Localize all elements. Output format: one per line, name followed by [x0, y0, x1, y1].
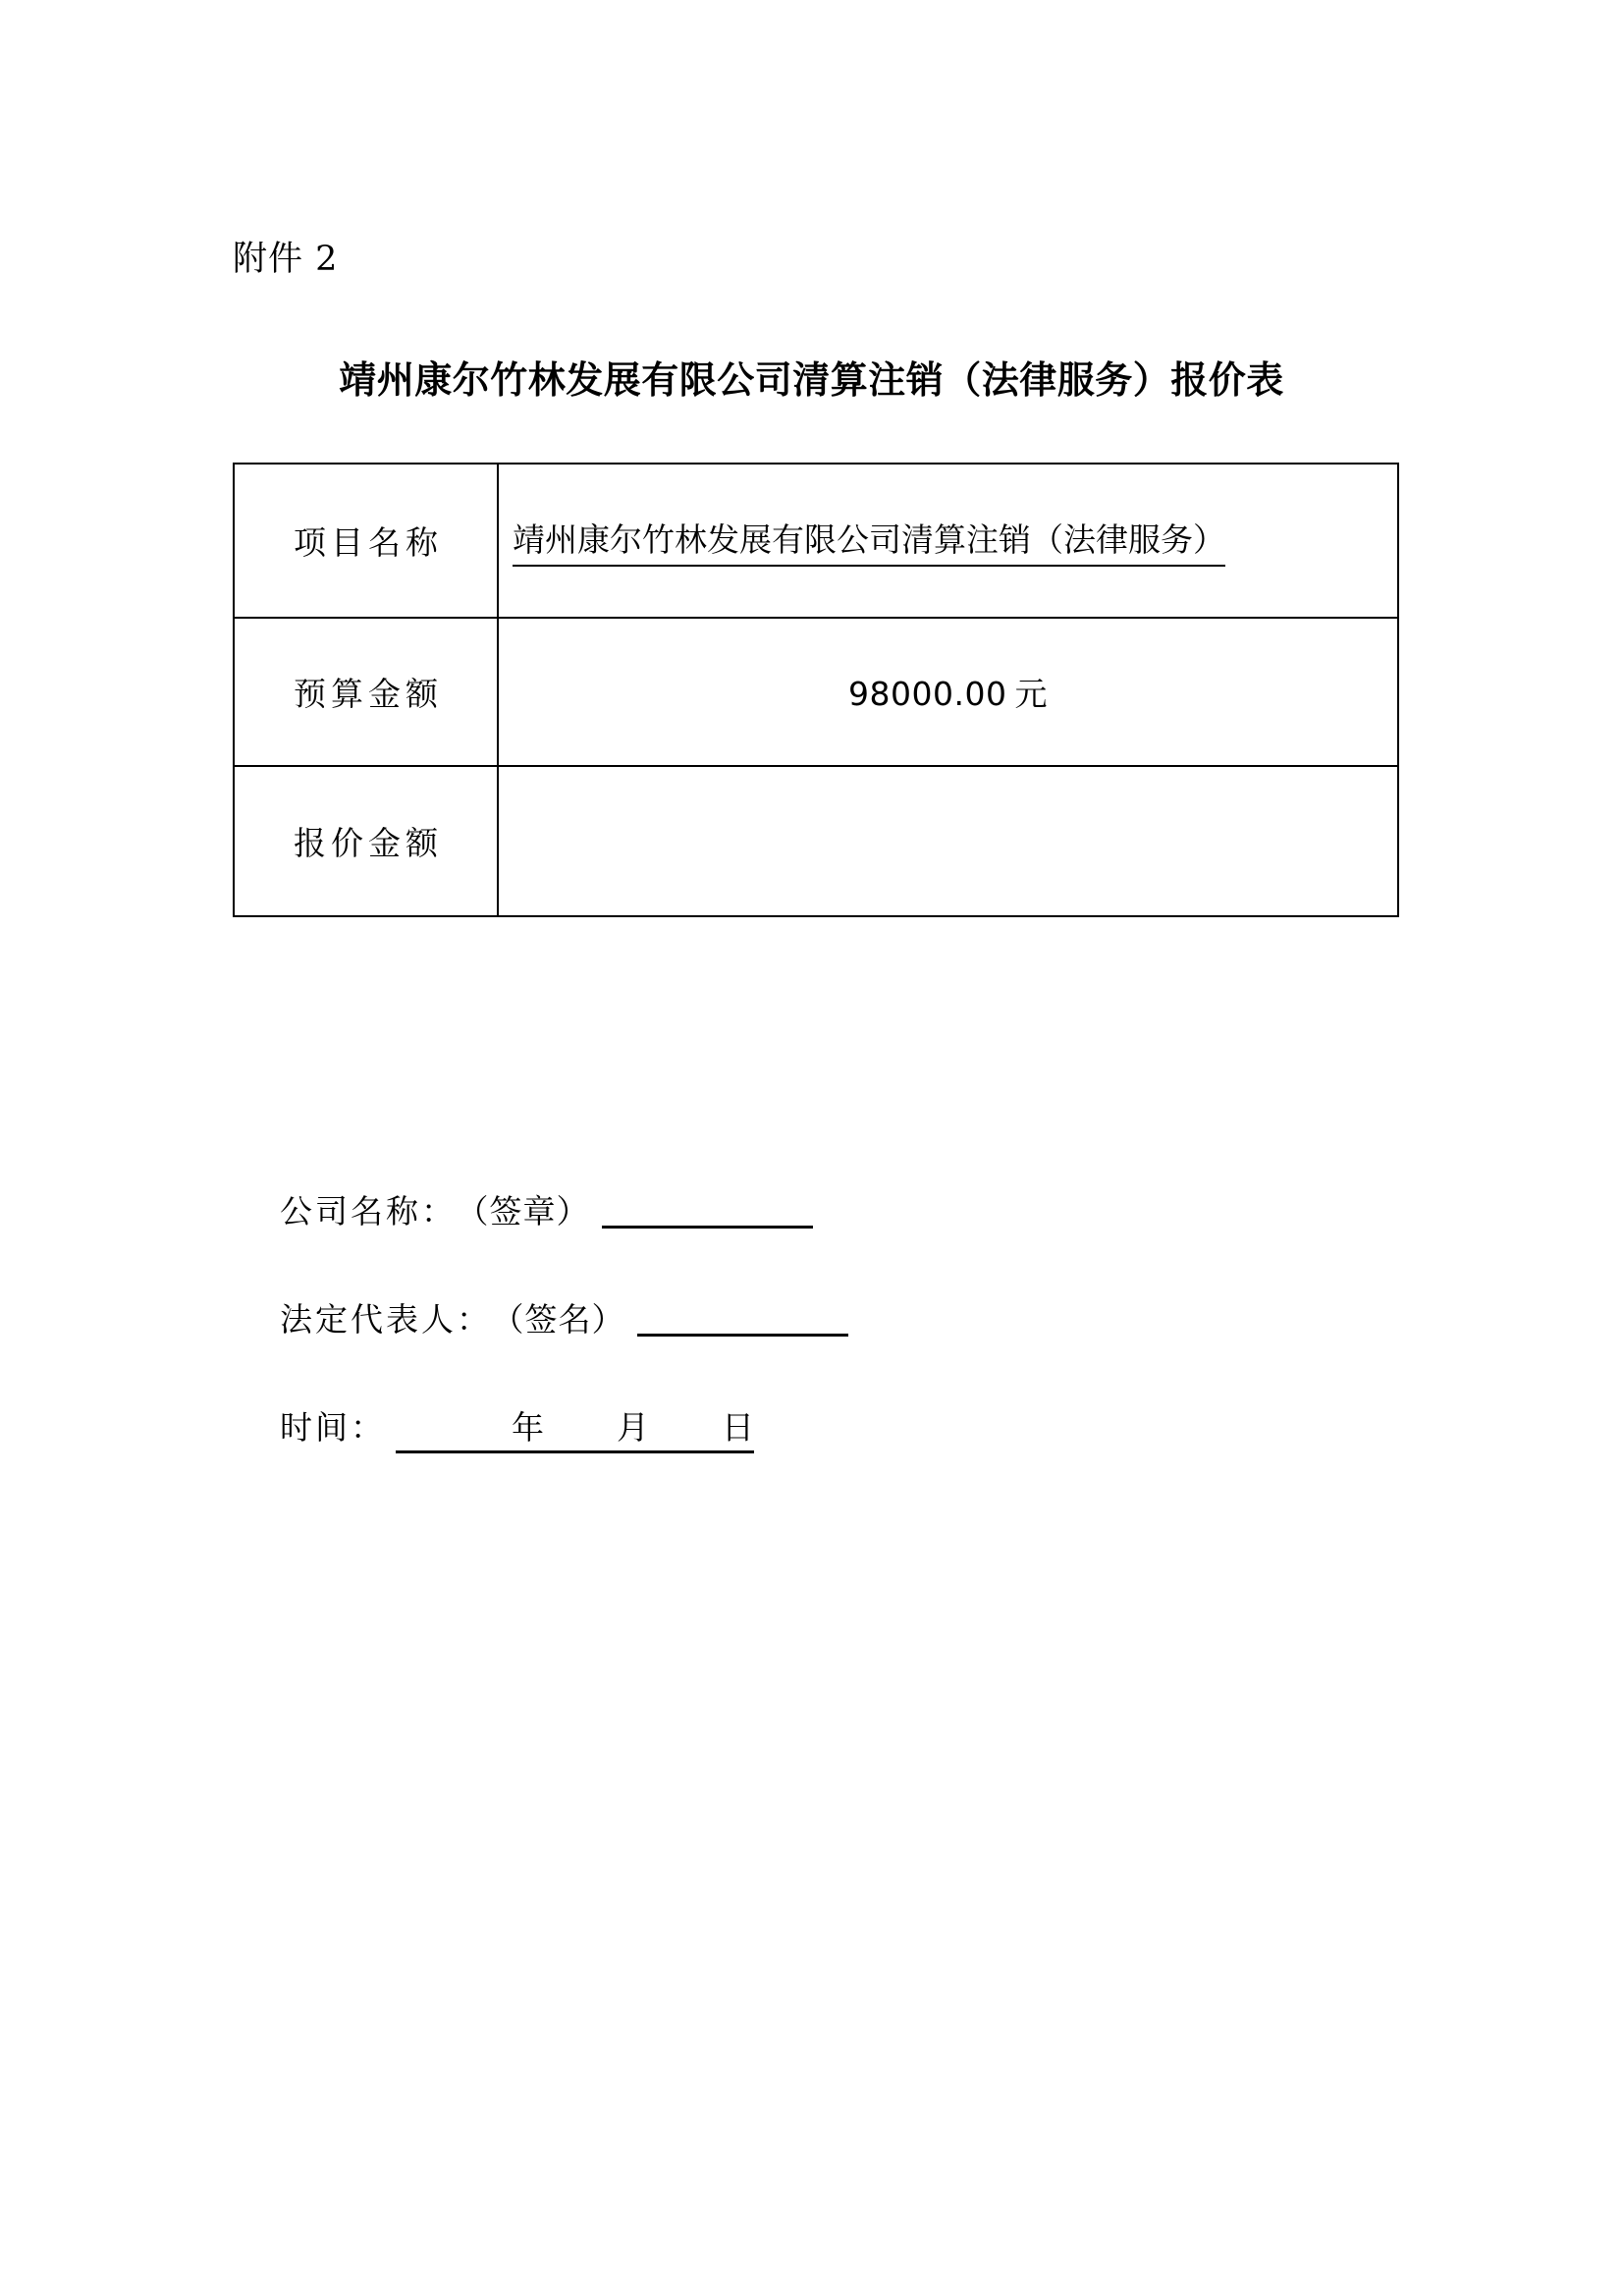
signature-block	[280, 1186, 1163, 1491]
row-label-budget-amount: 预算金额	[234, 618, 498, 766]
company-name-label: 公司名称：	[280, 1192, 457, 1230]
row-label-project-name: 项目名称	[234, 464, 498, 618]
legal-representative-label: 法定代表人：	[280, 1300, 492, 1339]
quotation-table	[233, 463, 1399, 917]
company-name-line	[280, 1186, 1163, 1294]
budget-amount-number: 98000.00	[848, 675, 1007, 713]
legal-representative-line	[280, 1294, 1163, 1402]
date-year-unit: 年	[512, 1408, 544, 1447]
attachment-label: 附件 2	[233, 240, 339, 279]
date-label: 时间：	[280, 1408, 386, 1447]
page-title: 靖州康尔竹林发展有限公司清算注销（法律服务）报价表	[339, 358, 1284, 402]
table-row	[234, 464, 1398, 618]
date-day-unit: 日	[722, 1408, 754, 1447]
budget-amount-unit: 元	[1014, 675, 1048, 713]
company-seal-hint: （签章）	[472, 1192, 590, 1230]
company-name-field[interactable]	[602, 1226, 813, 1229]
project-name-text: 靖州康尔竹林发展有限公司清算注销（法律服务）	[513, 515, 1225, 567]
date-line	[280, 1402, 1163, 1491]
quoted-amount-input[interactable]	[498, 766, 1398, 916]
legal-representative-sign-hint: （签名）	[508, 1300, 625, 1339]
table-row	[234, 766, 1398, 916]
row-value-project-name	[498, 464, 1398, 618]
row-value-budget-amount	[498, 618, 1398, 766]
legal-representative-field[interactable]	[637, 1334, 848, 1337]
date-fields	[396, 1402, 754, 1453]
date-month-unit: 月	[617, 1408, 649, 1447]
row-label-quoted-amount: 报价金额	[234, 766, 498, 916]
table-row	[234, 618, 1398, 766]
